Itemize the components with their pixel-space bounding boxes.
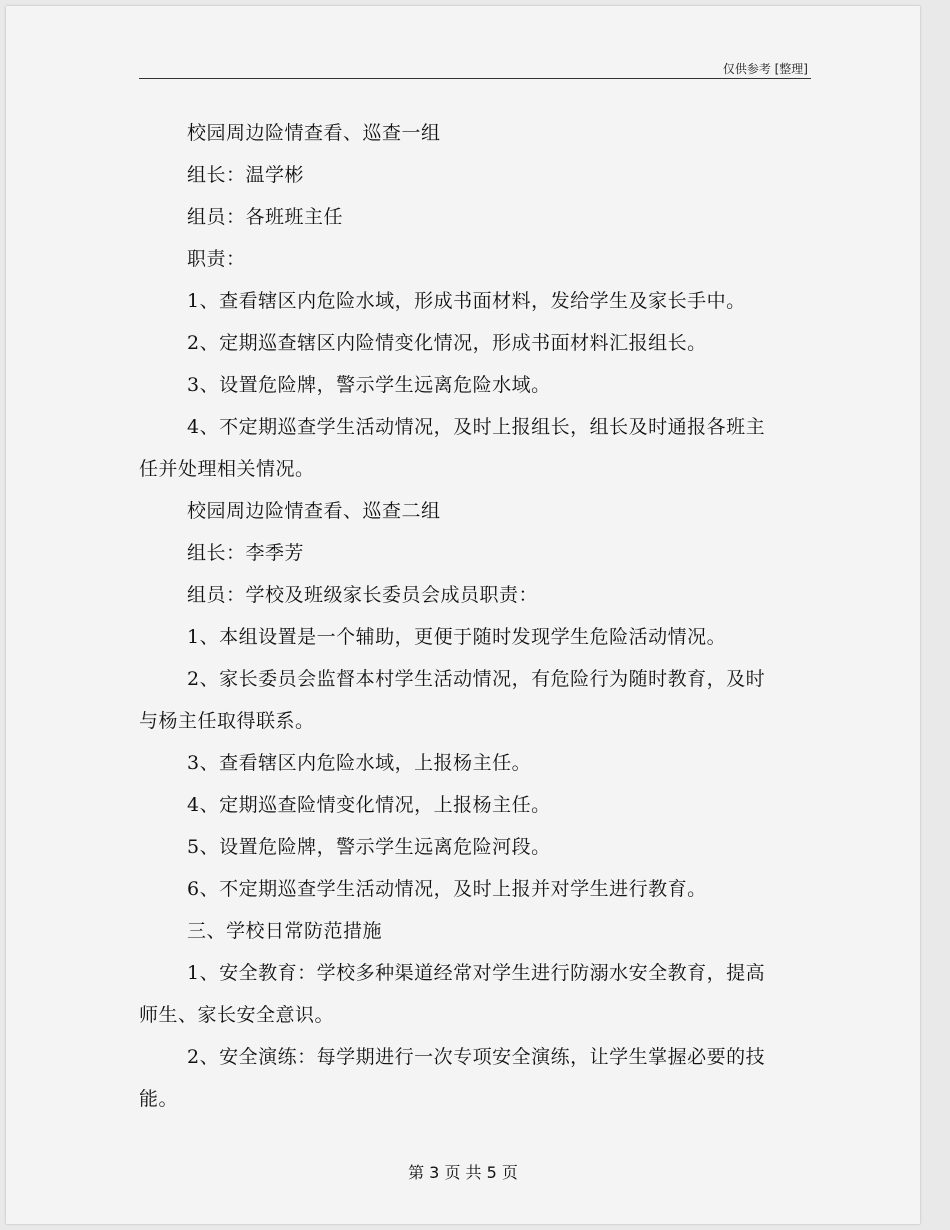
- paragraph: 校园周边险情查看、巡查二组: [187, 500, 441, 522]
- paragraph: 3、设置危险牌，警示学生远离危险水域。: [187, 374, 551, 396]
- paragraph: 组员：学校及班级家长委员会成员职责：: [187, 584, 539, 606]
- paragraph: 6、不定期巡查学生活动情况，及时上报并对学生进行教育。: [187, 878, 707, 900]
- paragraph: 5、设置危险牌，警示学生远离危险河段。: [187, 836, 551, 858]
- paragraph: 4、不定期巡查学生活动情况，及时上报组长，组长及时通报各班主任并处理相关情况。: [139, 416, 766, 480]
- header-label: 仅供参考 [整理]: [722, 62, 808, 76]
- paragraph: 1、本组设置是一个辅助，更便于随时发现学生危险活动情况。: [187, 626, 727, 648]
- document-body: [139, 112, 769, 1120]
- paragraph: 3、查看辖区内危险水域，上报杨主任。: [187, 752, 532, 774]
- paragraph: 2、定期巡查辖区内险情变化情况，形成书面材料汇报组长。: [187, 332, 707, 354]
- paragraph: 组长：李季芳: [187, 542, 305, 564]
- paragraph: 4、定期巡查险情变化情况，上报杨主任。: [187, 794, 551, 816]
- paragraph: 职责：: [187, 248, 246, 270]
- page-number-footer: 第 3 页 共 5 页: [408, 1163, 518, 1182]
- paragraph: 1、安全教育：学校多种渠道经常对学生进行防溺水安全教育，提高师生、家长安全意识。: [139, 962, 766, 1026]
- paragraph: 1、查看辖区内危险水域，形成书面材料，发给学生及家长手中。: [187, 290, 746, 312]
- paragraph: 组长：温学彬: [187, 164, 305, 186]
- paragraph: 三、学校日常防范措施: [187, 920, 383, 942]
- paragraph: 2、安全演练：每学期进行一次专项安全演练，让学生掌握必要的技能。: [139, 1046, 766, 1110]
- paragraph: 2、家长委员会监督本村学生活动情况，有危险行为随时教育，及时与杨主任取得联系。: [139, 668, 766, 732]
- paragraph: 组员：各班班主任: [187, 206, 344, 228]
- document-page: [6, 6, 920, 1224]
- paragraph: 校园周边险情查看、巡查一组: [187, 122, 441, 144]
- header-divider: [139, 78, 811, 79]
